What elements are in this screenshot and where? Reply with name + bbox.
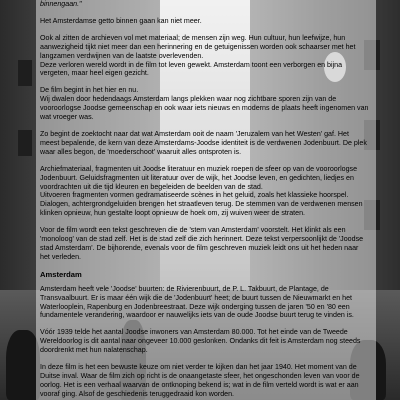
intro-paragraph: Deze verloren wereld wordt in de film tot leven gewekt. Amsterdam toont een verborgen en bijna vergeten, maar heel eigen gezicht. [40, 60, 343, 78]
intro-paragraph: Ook al zitten de archieven vol met materiaal; de mensen zijn weg. Hun cultuur, hun leefwijze, hun aanwezigheid tijkt niet meer dan een herinnering en de getuigenissen worden ook schaarser met het langzamen verdwijnen van de laatste overlevenden. [40, 33, 356, 60]
top-quote: binnengaan." [40, 0, 82, 8]
intro-paragraph: Wij dwalen door hedendaags Amsterdam langs plekken waar nog zichtbare sporen zijn van de vooroorlogse Joodse gemeenschap en ook waar iets nieuws en moderns de plaats heeft ingenomen van wat vroeger was. [40, 95, 369, 122]
intro-paragraph: Voor de film wordt een tekst geschreven die de 'stem van Amsterdam' voorstelt. Het klinkt als een 'monoloog' van de stad zelf. Het is de stad zelf die zich herinnert. Deze tekst verpersoonlijkt de 'Joodse stad Amsterdam'. De bijhorende, evenals voor de film geschreven muziek leidt ons uit het heden naar het verleden. [40, 226, 364, 261]
intro-paragraph: De film begint in het hier en nu. [40, 86, 139, 95]
section-paragraph: Amsterdam heeft vele 'Joodse' buurten: de Rivierenbuurt, de P. L. Takbuurt, de Plantage, de Transvaalbuurt. Er is maar één wijk die de 'Jodenbuurt' heet; de buurt tussen de Nieuwmarkt en het Waterlooplein, Rapenburg en Jodenbreestraat. Deze wijk onderging tussen de jaren '50 en '80 een fundamentele verandering, waardoor er nauwelijks iets van de oude Joodse buurt terug te vinden is. [40, 284, 354, 320]
intro-paragraph: Uitvoeren fragmenten vormen gedramatiseerde scènes in het geluid, zoals het klassieke hoorspel. Dialogen, achtergrondgeluiden brengen het straatleven terug. De stemmen van de verdwenen mensen klinken opnieuw, hun gestalte loopt opnieuw de hoek om, zij wuiven weer de straten. [40, 191, 363, 218]
photo-window [18, 130, 32, 156]
photo-window [18, 60, 32, 86]
intro-paragraph: Archiefmateriaal, fragmenten uit Joodse literatuur en muziek roepen de sfeer op van de vooroorlogse Jodenbuurt. Geluidsfragmenten uit literatuur over de wijk, het Joodse leven, en gedichten, liedjes en voordrachten uit die tijd kleuren en begeleiden de beelden van de stad. [40, 164, 358, 191]
intro-paragraph: Zo begint de zoektocht naar dat wat Amsterdam ooit de naam 'Jeruzalem van het Westen' gaf. Het meest bepalende, de kern van deze Amsterdams-Joodse identiteit is de verdwenen Jodenbuurt. De plek waar alles begon, de 'moederschoot' waaruit alles ontsproten is. [40, 129, 367, 156]
intro-paragraph: Het Amsterdamse getto binnen gaan kan niet meer. [40, 16, 202, 25]
text-panel [36, 0, 376, 400]
photo-person [6, 330, 40, 400]
section-paragraph: Vóór 1939 telde het aantal Joodse inwoners van Amsterdam 80.000. Tot het einde van de Tweede Wereldoorlog is dit aantal naar ongeveer 10.000 geslonken. Ondanks dit feit is Amsterdam nog steeds doordrenkt met hun nalatenschap. [40, 328, 361, 355]
section-paragraph: In deze film is het een bewuste keuze om niet verder te kijken dan het jaar 1940. Het moment van de Duitse inval. Waar de film zich op richt is de onaangetaste sfeer, het ongeschonden leven van voor de oorlog. Het is een verhaal waarvan de ontknoping bekend is; wat in de film verteld wordt is wat er aan vooraf ging. Alsof de geschiedenis teruggedraaid kon worden. [40, 363, 360, 398]
section-heading: Amsterdam [40, 269, 82, 279]
